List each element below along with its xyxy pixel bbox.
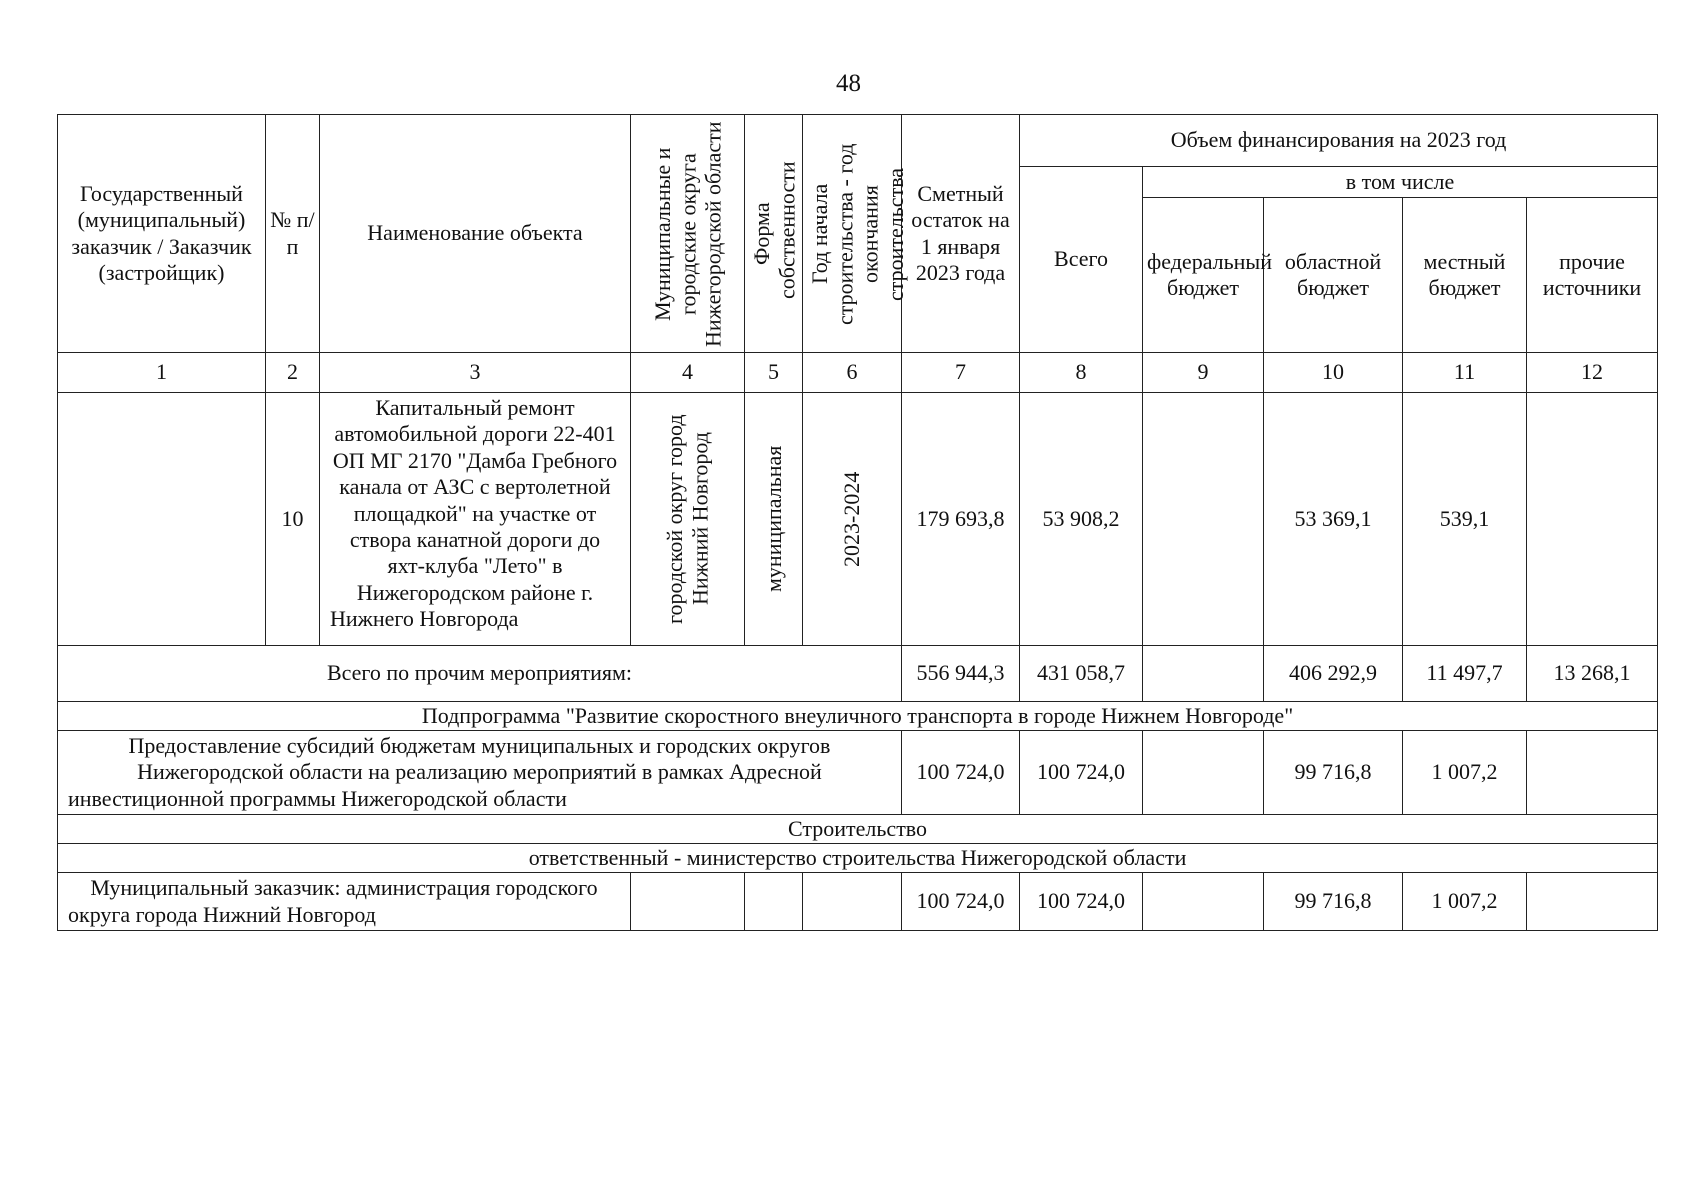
table-row-object (58, 393, 1658, 646)
subsidy-federal (1143, 731, 1264, 815)
object-ownership-text: муниципальная (760, 445, 786, 593)
col-num-10: 10 (1264, 353, 1403, 393)
subsidy-total: 100 724,0 (1020, 731, 1143, 815)
object-municipality (631, 393, 745, 646)
header-customer: Государственный (муниципальный) заказчик / Заказчик (застройщик) (58, 115, 266, 353)
total-other-local: 11 497,7 (1403, 646, 1527, 702)
column-number-row (58, 353, 1658, 393)
object-municipality-text: городской округ город Нижний Новгород (662, 414, 713, 624)
subprogram-title: Подпрограмма "Развитие скоростного внеуличного транспорта в городе Нижнем Новгороде" (58, 702, 1658, 731)
responsible-ministry: ответственный - министерство строительства Нижегородской области (58, 844, 1658, 873)
object-years (803, 393, 902, 646)
header-other: прочие источники (1527, 198, 1658, 353)
col-num-11: 11 (1403, 353, 1527, 393)
col-num-1: 1 (58, 353, 266, 393)
financing-table (57, 114, 1658, 931)
total-other-balance: 556 944,3 (902, 646, 1020, 702)
page-number: 48 (836, 70, 861, 97)
customer-local: 1 007,2 (1403, 873, 1527, 931)
total-other-federal (1143, 646, 1264, 702)
header-ownership-text: Форма собственности (749, 160, 800, 299)
customer-balance: 100 724,0 (902, 873, 1020, 931)
total-other-regional: 406 292,9 (1264, 646, 1403, 702)
subsidy-label: Предоставление субсидий бюджетам муниципальных и городских округов Нижегородской области на реализацию мероприятий в рамках Адресной инвестиционной программы Нижегородской области (58, 731, 902, 815)
total-other-total: 431 058,7 (1020, 646, 1143, 702)
subsidy-local: 1 007,2 (1403, 731, 1527, 815)
object-num: 10 (266, 393, 320, 646)
header-ownership (745, 115, 803, 353)
total-other-label: Всего по прочим мероприятиям: (58, 646, 902, 702)
object-other (1527, 393, 1658, 646)
col-num-6: 6 (803, 353, 902, 393)
customer-ownership (745, 873, 803, 931)
responsible-row (58, 844, 1658, 873)
object-customer-cell (58, 393, 266, 646)
subsidy-balance: 100 724,0 (902, 731, 1020, 815)
col-num-5: 5 (745, 353, 803, 393)
header-federal: федеральный бюджет (1143, 198, 1264, 353)
subsidy-regional: 99 716,8 (1264, 731, 1403, 815)
object-federal (1143, 393, 1264, 646)
table-row-subsidy (58, 731, 1658, 815)
object-regional: 53 369,1 (1264, 393, 1403, 646)
object-total: 53 908,2 (1020, 393, 1143, 646)
col-num-3: 3 (320, 353, 631, 393)
header-row-1 (58, 115, 1658, 167)
header-including: в том числе (1143, 167, 1658, 198)
customer-regional: 99 716,8 (1264, 873, 1403, 931)
header-municipality-text: Муниципальные и городские округа Нижегородской области (649, 120, 726, 347)
col-num-8: 8 (1020, 353, 1143, 393)
header-num: № п/п (266, 115, 320, 353)
col-num-4: 4 (631, 353, 745, 393)
customer-federal (1143, 873, 1264, 931)
section-construction: Строительство (58, 815, 1658, 844)
object-ownership (745, 393, 803, 646)
col-num-2: 2 (266, 353, 320, 393)
customer-municipality (631, 873, 745, 931)
col-num-9: 9 (1143, 353, 1264, 393)
header-object-name: Наименование объекта (320, 115, 631, 353)
header-local: местный бюджет (1403, 198, 1527, 353)
header-years (803, 115, 908, 353)
header-total: Всего (1020, 167, 1143, 353)
object-balance: 179 693,8 (902, 393, 1020, 646)
object-years-text: 2023-2024 (839, 471, 865, 567)
table-row-total-other (58, 646, 1658, 702)
object-local: 539,1 (1403, 393, 1527, 646)
header-regional: областной бюджет (1264, 198, 1403, 353)
customer-total: 100 724,0 (1020, 873, 1143, 931)
object-name: Капитальный ремонт автомобильной дороги 22-401 ОП МГ 2170 "Дамба Гребного канала от АЗС с вертолетной площадкой" на участке от створа канатной дороги до яхт-клуба "Лето" в Нижегородском районе г. Нижнего Новгорода (320, 393, 631, 646)
header-funding: Объем финансирования на 2023 год (1020, 115, 1658, 167)
table-row-customer (58, 873, 1658, 931)
subprogram-row (58, 702, 1658, 731)
header-balance: Сметный остаток на 1 января 2023 года (902, 115, 1020, 353)
customer-label: Муниципальный заказчик: администрация городского округа города Нижний Новгород (58, 873, 631, 931)
subsidy-other (1527, 731, 1658, 815)
total-other-other: 13 268,1 (1527, 646, 1658, 702)
header-years-text: Год начала строительства - год окончания строительства (807, 142, 908, 325)
col-num-12: 12 (1527, 353, 1658, 393)
col-num-7: 7 (902, 353, 1020, 393)
customer-other (1527, 873, 1658, 931)
section-row (58, 815, 1658, 844)
header-municipality (631, 115, 745, 353)
customer-years (803, 873, 902, 931)
